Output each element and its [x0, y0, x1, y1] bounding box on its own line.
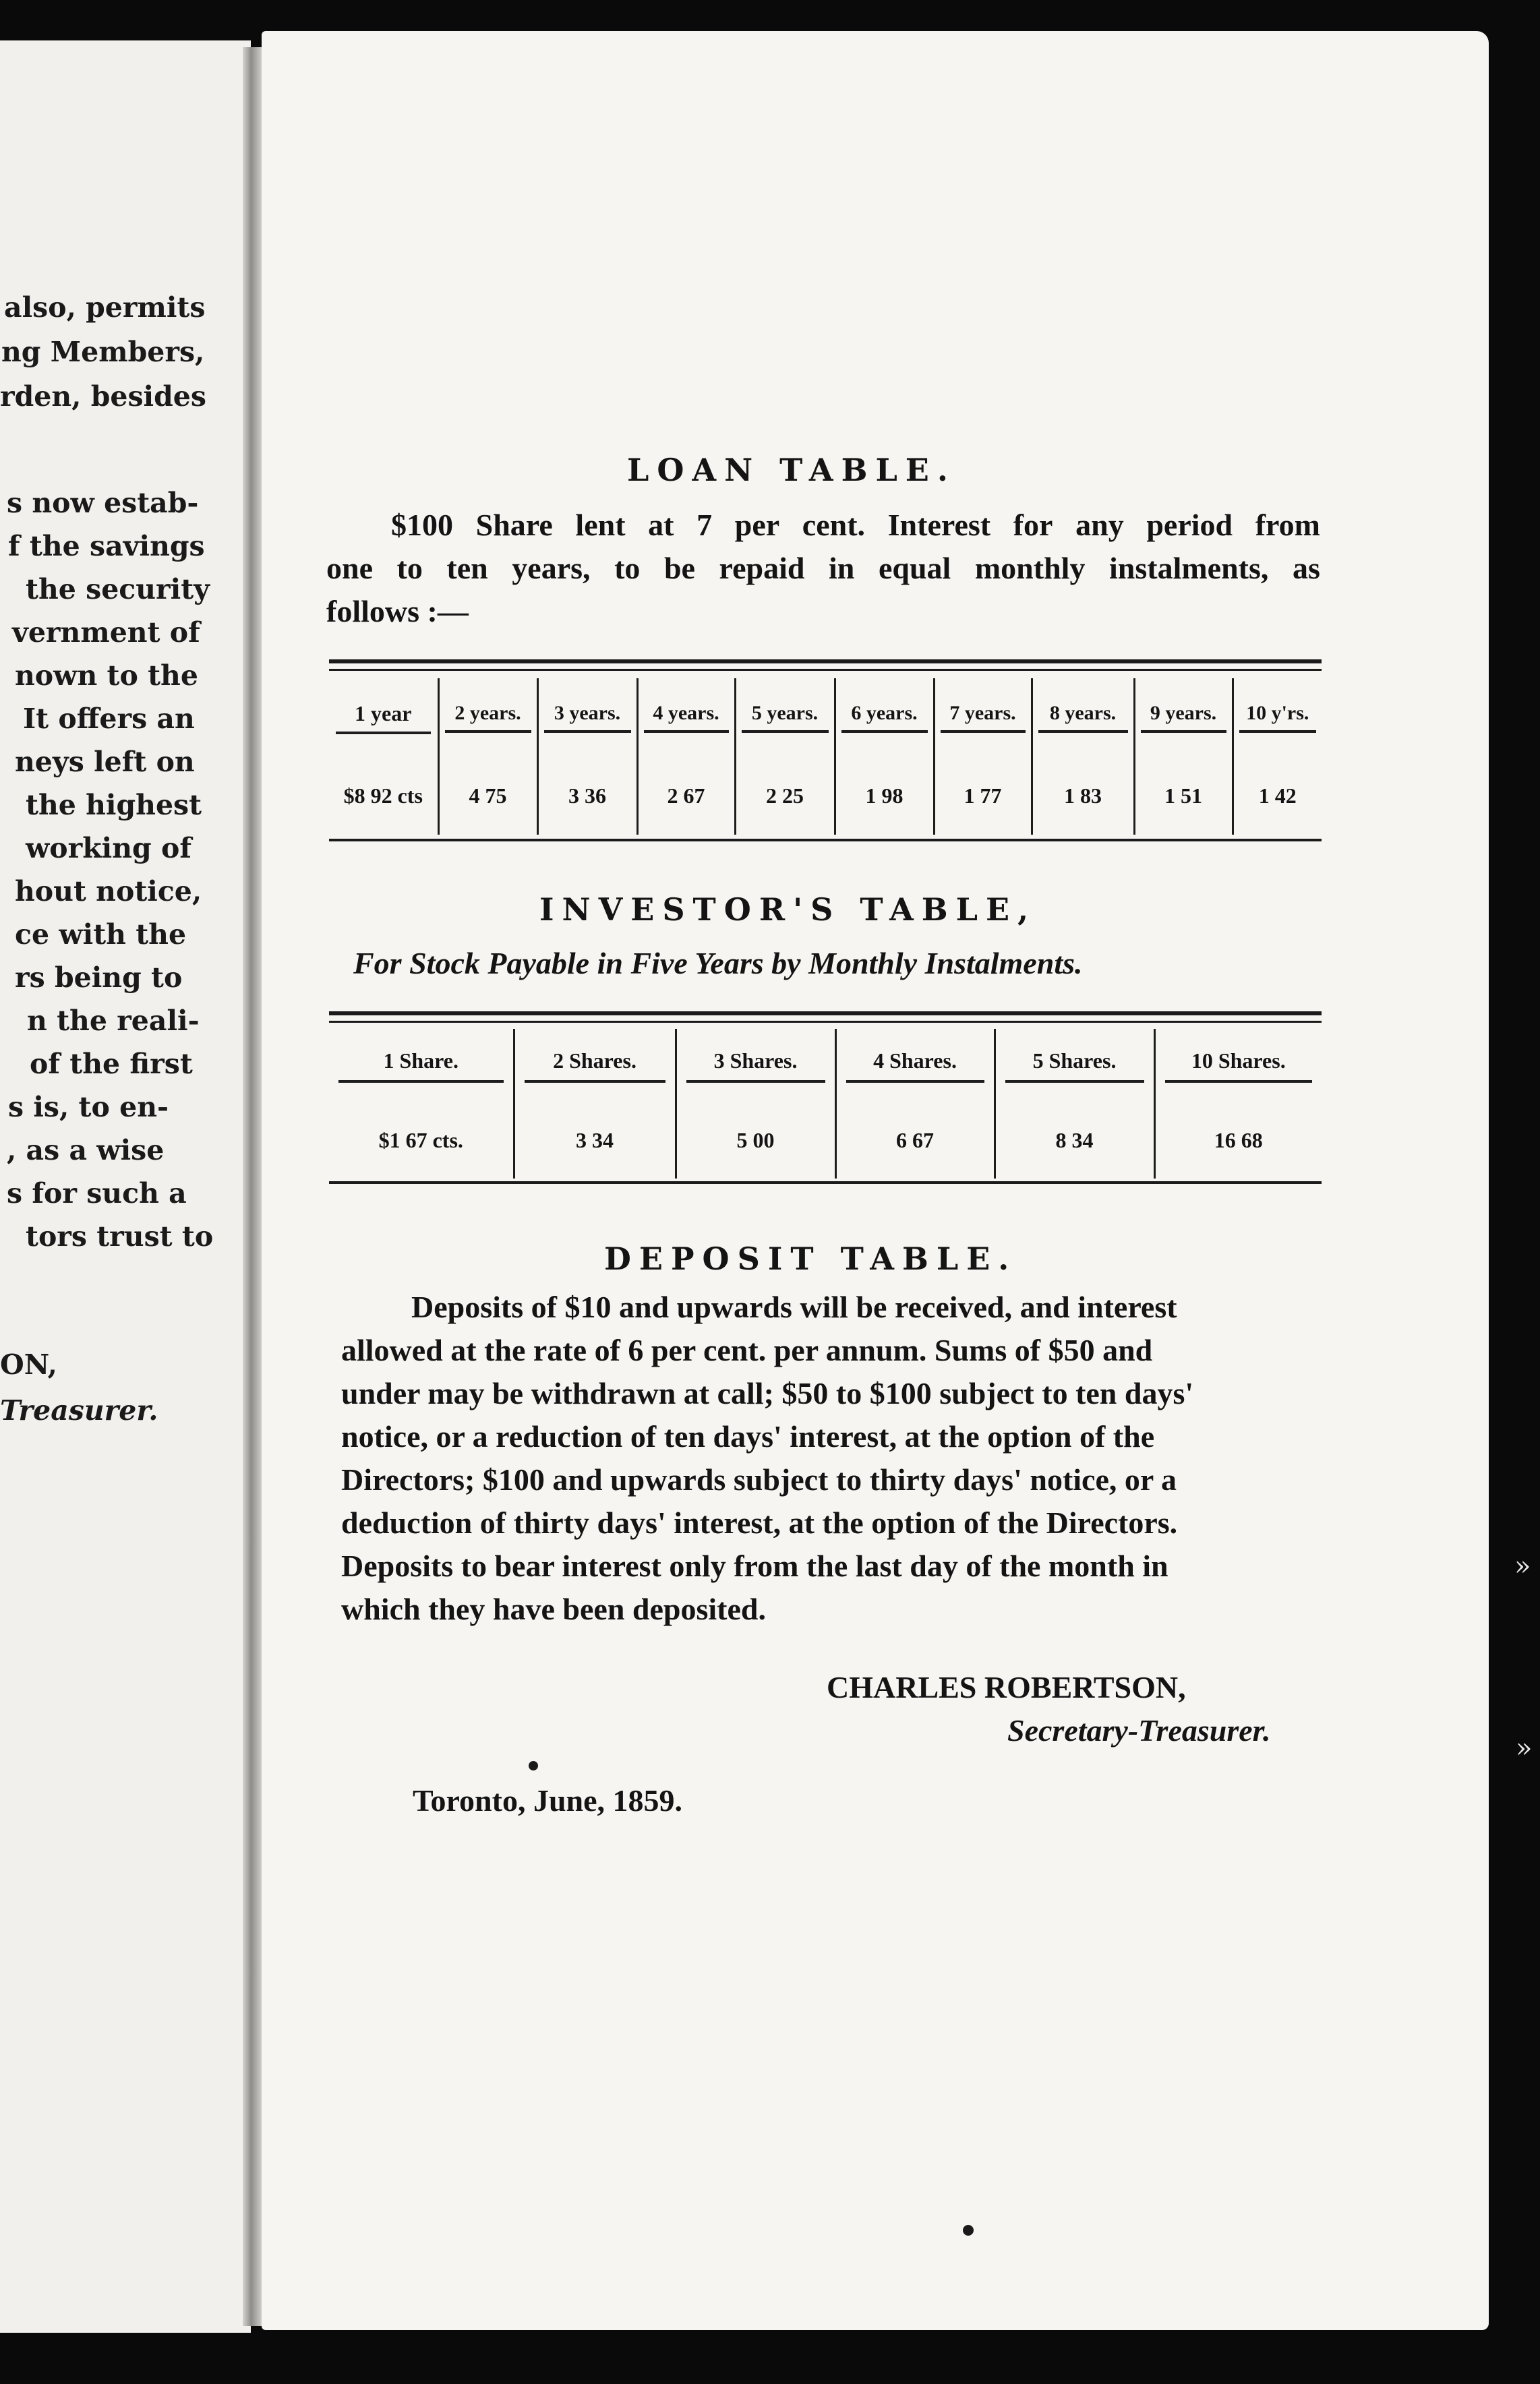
- investor-top-rule-thin: [329, 1021, 1322, 1023]
- loan-intro-line-1: [391, 507, 1320, 543]
- left-line-19: , as a wise: [7, 1134, 165, 1166]
- loan-bottom-rule: [329, 839, 1322, 841]
- loan-intro-word: instalments,: [1109, 551, 1269, 585]
- loan-intro-word: any: [1075, 508, 1124, 542]
- loan-value-cell: 1 83: [1032, 756, 1134, 835]
- left-line-18: s is, to en-: [8, 1091, 169, 1123]
- loan-header-cell: 6 years.: [841, 702, 928, 733]
- investor-value-cell: 5 00: [676, 1102, 835, 1179]
- loan-header-cell: 4 years.: [644, 702, 729, 733]
- deposit-line-1: Deposits of $10 and upwards will be received, and interest: [411, 1290, 1177, 1324]
- loan-intro-word: be: [663, 551, 695, 585]
- loan-value-cell: 1 42: [1233, 756, 1322, 835]
- loan-value-cell: 4 75: [438, 756, 537, 835]
- loan-header-cell: 1 year: [336, 701, 431, 734]
- deposit-table-heading: DEPOSIT TABLE.: [604, 1241, 1017, 1277]
- loan-intro-word: from: [1255, 508, 1320, 542]
- investor-value-cell: 8 34: [995, 1102, 1154, 1179]
- left-line-13: hout notice,: [15, 875, 202, 907]
- loan-intro-word: Interest: [887, 508, 991, 542]
- left-line-21: tors trust to: [26, 1220, 214, 1253]
- loan-intro-word: years,: [512, 551, 591, 585]
- investor-header-cell: 3 Shares.: [686, 1048, 825, 1083]
- loan-intro-word: Share: [475, 508, 553, 542]
- investor-header-cell: 5 Shares.: [1005, 1048, 1144, 1083]
- left-line-20: s for such a: [7, 1177, 187, 1210]
- left-line-16: n the reali-: [27, 1005, 200, 1037]
- loan-value-cell: $8 92 cts: [343, 783, 423, 808]
- loan-header-cell: 8 years.: [1038, 702, 1128, 733]
- deposit-line-7: Deposits to bear interest only from the last day of the month in: [341, 1549, 1168, 1583]
- loan-value-cell: 1 51: [1134, 756, 1233, 835]
- left-line-12: working of: [26, 832, 191, 864]
- left-line-11: the highest: [26, 789, 202, 821]
- loan-intro-word: period: [1146, 508, 1233, 542]
- deposit-line-4: notice, or a reduction of ten days' interest, at the option of the: [341, 1419, 1155, 1454]
- dateline: Toronto, June, 1859.: [413, 1783, 683, 1818]
- left-line-5: f the savings: [8, 530, 205, 562]
- investor-top-rule-thick: [329, 1011, 1322, 1015]
- left-line-6: the security: [26, 573, 210, 605]
- loan-header-cell: 9 years.: [1141, 702, 1226, 733]
- left-page: [0, 40, 251, 2333]
- deposit-line-8: which they have been deposited.: [341, 1592, 766, 1626]
- loan-header-cell: 3 years.: [544, 702, 631, 733]
- loan-intro-word: one: [326, 551, 373, 585]
- loan-intro-word: 7: [697, 508, 713, 542]
- loan-intro-word: monthly: [974, 551, 1086, 585]
- loan-intro-word: to: [396, 551, 423, 585]
- investor-header-cell: 1 Share.: [338, 1048, 504, 1083]
- left-line-10: neys left on: [15, 746, 195, 778]
- deposit-line-2: allowed at the rate of 6 per cent. per annum. Sums of $50 and: [341, 1333, 1153, 1367]
- left-line-8: nown to the: [15, 659, 198, 692]
- investor-value-cell: $1 67 cts.: [378, 1127, 463, 1152]
- investor-header-cell: 4 Shares.: [846, 1048, 984, 1083]
- loan-value-cell: 1 77: [934, 756, 1032, 835]
- investor-value-cell: 3 34: [514, 1102, 676, 1179]
- loan-header-cell: 7 years.: [941, 702, 1026, 733]
- left-line-2: ng Members,: [1, 336, 205, 368]
- loan-intro-word: to: [614, 551, 641, 585]
- investor-table-subtitle: For Stock Payable in Five Years by Monthly Instalments.: [353, 946, 1083, 980]
- left-line-3: rden, besides: [0, 380, 206, 413]
- loan-intro-word: ten: [446, 551, 488, 585]
- investor-table: [329, 1029, 1322, 1179]
- investor-header-cell: 2 Shares.: [525, 1048, 665, 1083]
- left-line-23: Treasurer.: [0, 1394, 158, 1427]
- loan-intro-word: per: [734, 508, 780, 542]
- loan-intro-word: for: [1013, 508, 1053, 542]
- loan-top-rule-thin: [329, 669, 1322, 671]
- loan-table-heading: LOAN TABLE.: [627, 452, 956, 488]
- loan-header-cell: 10 y'rs.: [1239, 702, 1317, 733]
- right-edge-mark: »: [1514, 1551, 1531, 1582]
- loan-header-cell: 2 years.: [445, 702, 531, 733]
- investor-header-cell: 10 Shares.: [1165, 1048, 1313, 1083]
- loan-intro-word: in: [829, 551, 855, 585]
- loan-value-cell: 2 25: [735, 756, 835, 835]
- deposit-line-5: Directors; $100 and upwards subject to thirty days' notice, or a: [341, 1462, 1177, 1497]
- loan-value-cell: 3 36: [537, 756, 637, 835]
- deposit-line-6: deduction of thirty days' interest, at the option of the Directors.: [341, 1506, 1178, 1540]
- loan-intro-word: repaid: [719, 551, 805, 585]
- ink-dot-mark: [529, 1761, 538, 1770]
- deposit-line-3: under may be withdrawn at call; $50 to $100 subject to ten days': [341, 1376, 1194, 1410]
- loan-intro-word: cent.: [802, 508, 866, 542]
- left-line-15: rs being to: [15, 961, 183, 994]
- loan-intro-word: follows :—: [326, 594, 469, 628]
- left-line-4: s now estab-: [7, 487, 199, 519]
- ink-dot-mark: [963, 2225, 974, 2236]
- loan-intro-word: lent: [575, 508, 626, 542]
- loan-intro-word: as: [1292, 551, 1320, 585]
- left-line-22: ON,: [0, 1348, 57, 1381]
- right-edge-mark: »: [1516, 1733, 1533, 1764]
- loan-table: [329, 678, 1322, 835]
- loan-intro-line-2: [326, 550, 1320, 586]
- loan-header-cell: 5 years.: [742, 702, 829, 733]
- loan-value-cell: 2 67: [637, 756, 735, 835]
- investor-value-cell: 6 67: [835, 1102, 995, 1179]
- investor-bottom-rule: [329, 1181, 1322, 1184]
- signatory-title: Secretary-Treasurer.: [1007, 1713, 1271, 1748]
- loan-value-cell: 1 98: [835, 756, 934, 835]
- left-line-9: It offers an: [23, 703, 195, 735]
- investor-value-cell: 16 68: [1154, 1102, 1322, 1179]
- loan-intro-word: $100: [391, 508, 453, 542]
- loan-top-rule-thick: [329, 659, 1322, 663]
- loan-intro-word: at: [648, 508, 674, 542]
- investor-table-heading: INVESTOR'S TABLE,: [539, 891, 1037, 928]
- loan-intro-line-3: [326, 593, 731, 629]
- signatory-name: CHARLES ROBERTSON,: [827, 1670, 1186, 1704]
- loan-intro-word: equal: [878, 551, 951, 585]
- left-line-14: ce with the: [15, 918, 187, 951]
- left-line-7: vernment of: [12, 616, 200, 649]
- left-line-17: of the first: [30, 1048, 193, 1080]
- right-page: [262, 31, 1489, 2330]
- book-spine: [243, 47, 262, 2326]
- left-line-1: also, permits: [4, 291, 206, 324]
